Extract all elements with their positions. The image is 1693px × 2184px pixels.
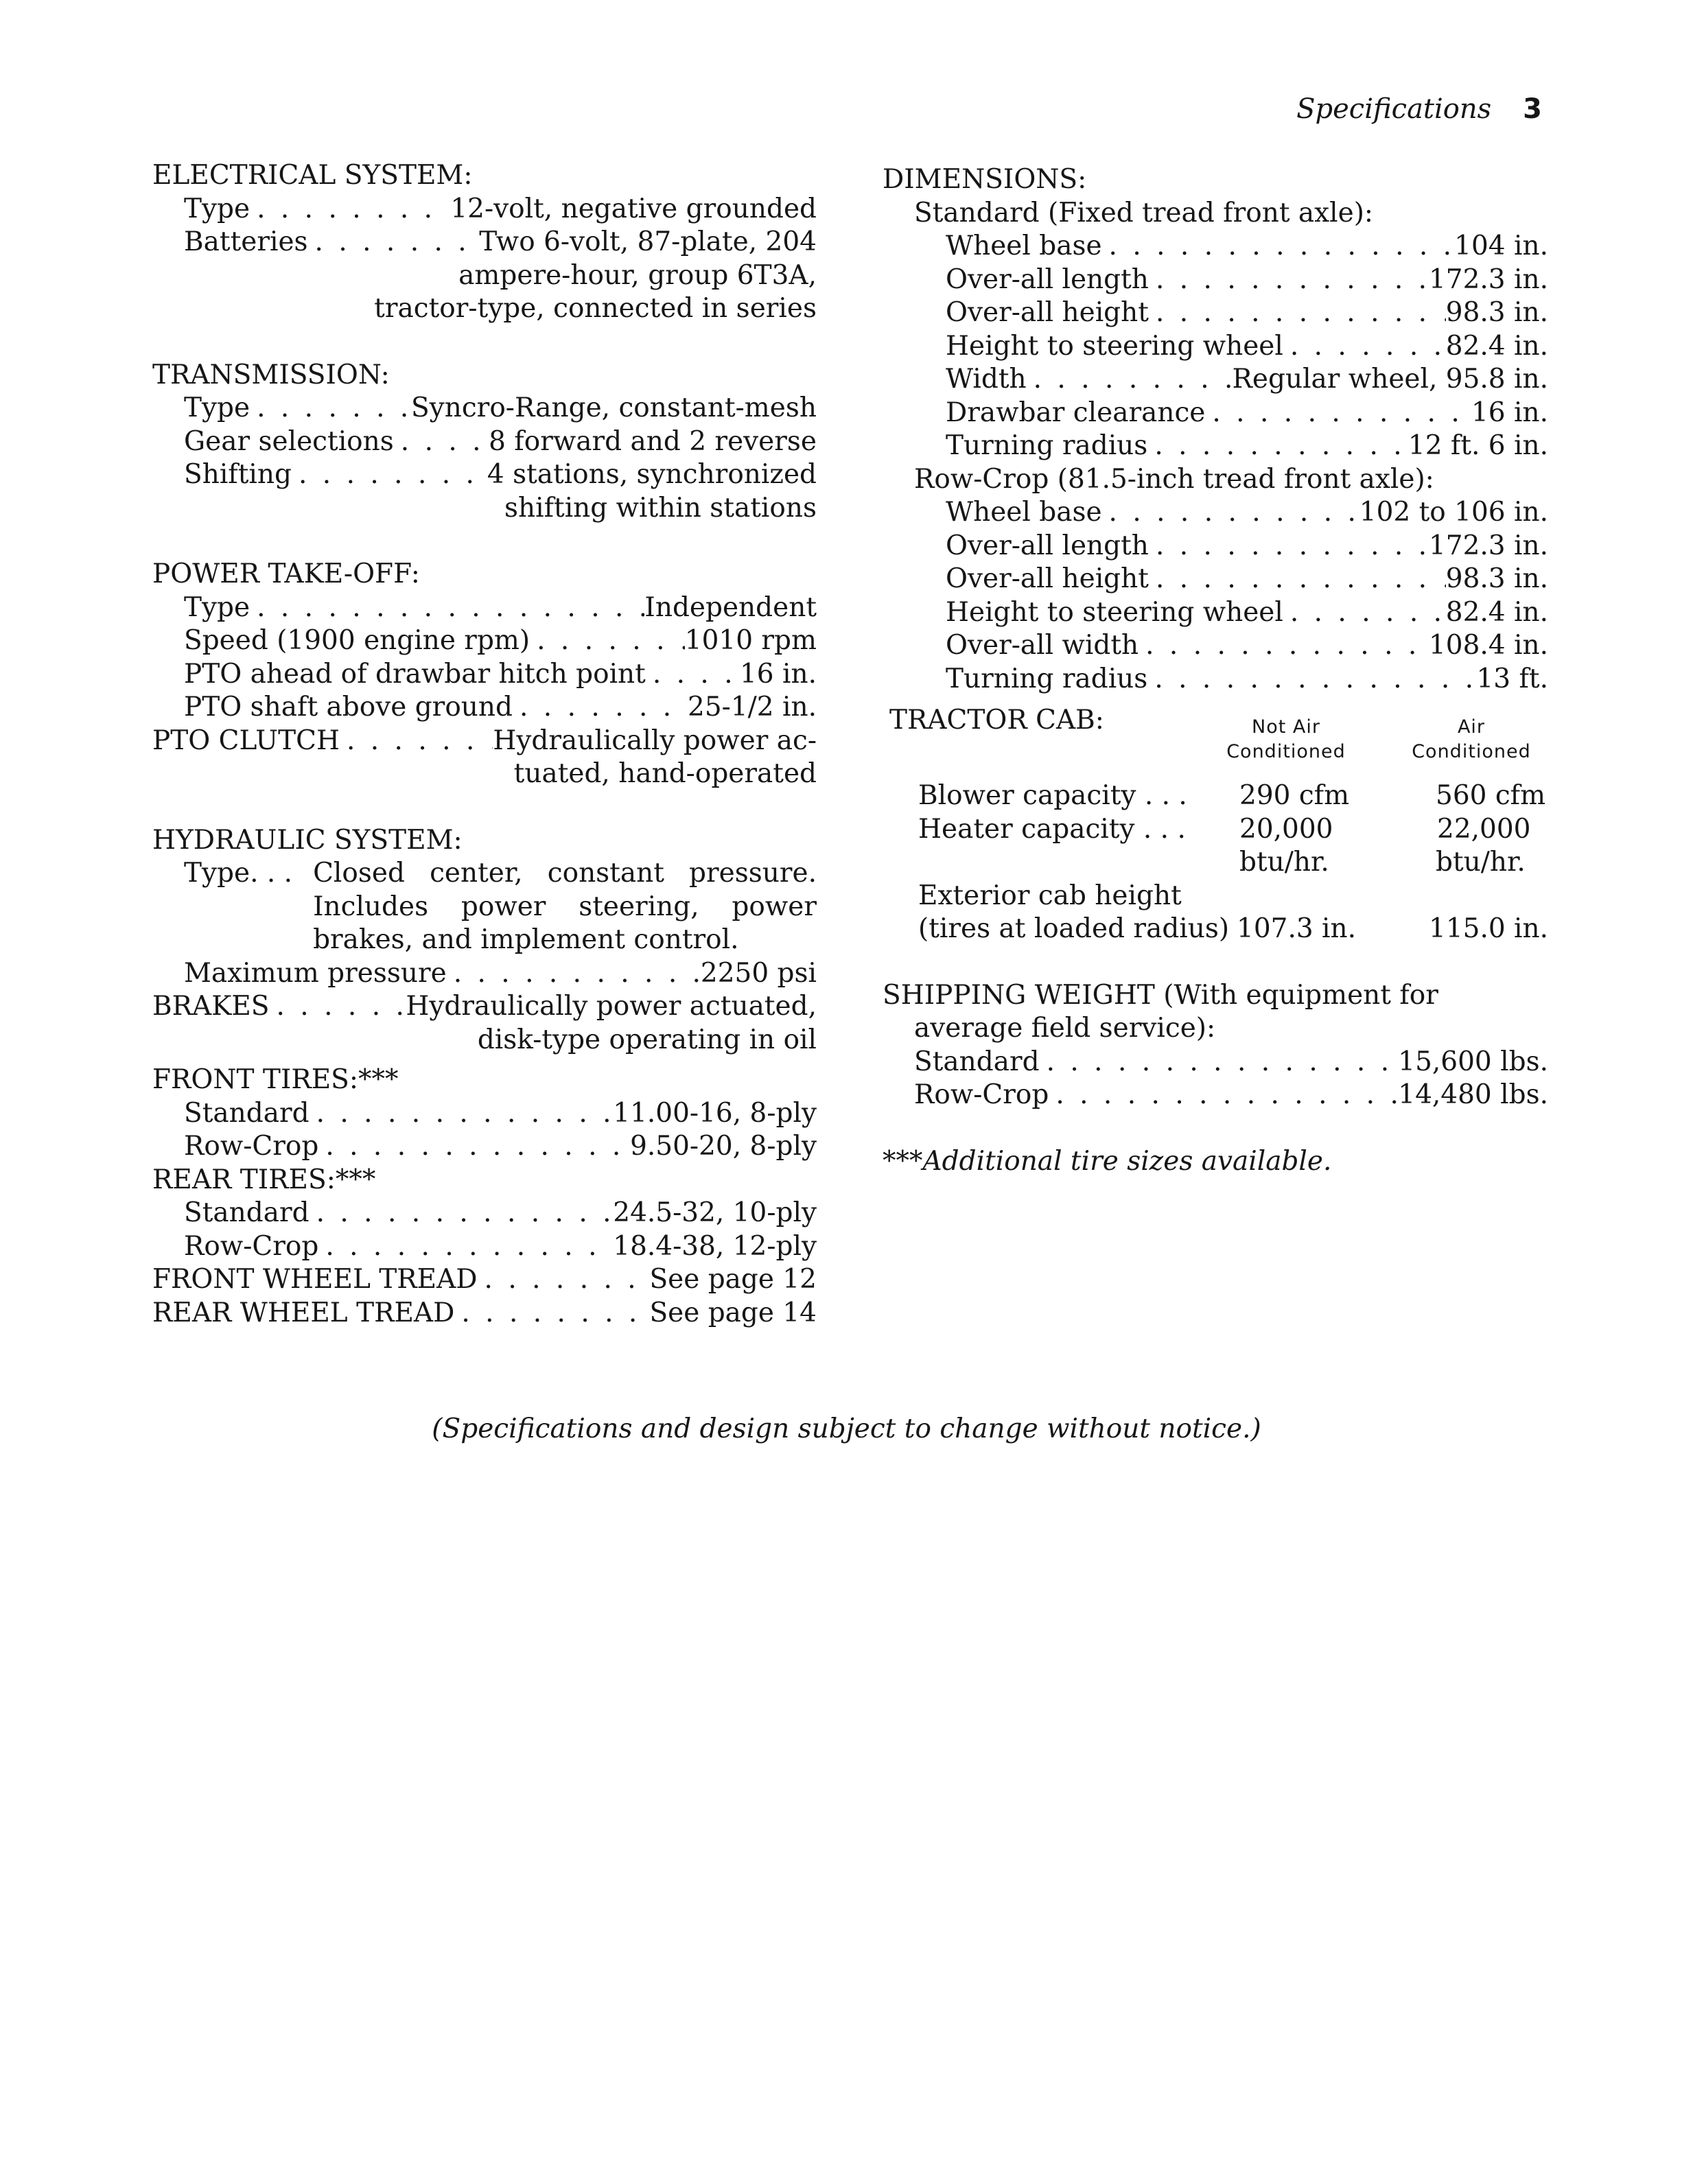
section-heading: POWER TAKE-OFF: bbox=[152, 559, 420, 589]
dimension-row: Over-all length . . . 172.3 in. bbox=[883, 530, 1548, 563]
dimension-row: Turning radius . . . 13 ft. bbox=[883, 663, 1548, 696]
spec-row: Row-Crop . . . 18.4-38, 12-ply bbox=[152, 1230, 817, 1264]
section-heading: FRONT TIRES:*** bbox=[152, 1064, 399, 1095]
spec-row: Standard . . . 11.00-16, 8-ply bbox=[152, 1097, 817, 1131]
cab-row: btu/hr. btu/hr. bbox=[1239, 847, 1526, 878]
disclaimer-note: (Specifications and design subject to change without notice.) bbox=[432, 1413, 1261, 1444]
page-number: 3 bbox=[1523, 93, 1542, 125]
tires-section bbox=[152, 1064, 817, 1330]
dimension-row: Over-all width . . . 108.4 in. bbox=[883, 629, 1548, 663]
hydraulic-section bbox=[152, 824, 817, 1057]
dimension-row: Turning radius . . . 12 ft. 6 in. bbox=[883, 430, 1548, 463]
dimension-row: Wheel base . . . 102 to 106 in. bbox=[883, 496, 1548, 530]
spec-row: Batteries . . . Two 6-volt, 87-plate, 204 bbox=[152, 226, 817, 259]
tire-footnote: ***Additional tire sizes available. bbox=[883, 1145, 1332, 1177]
running-head-title: Specifications bbox=[1296, 93, 1492, 125]
spec-row: BRAKES . . . Hydraulically power actuated, bbox=[152, 990, 817, 1024]
spec-row: FRONT WHEEL TREAD . . . See page 12 bbox=[152, 1263, 817, 1297]
subsection-heading: Row-Crop (81.5-inch tread front axle): bbox=[914, 463, 1434, 495]
dimensions-section bbox=[883, 163, 1548, 696]
column-heading: Not Air Conditioned bbox=[1226, 716, 1346, 762]
tractor-cab-section bbox=[883, 704, 1548, 946]
cab-row: Blower capacity . . . 290 cfm 560 cfm bbox=[918, 780, 1546, 811]
dimension-row: Drawbar clearance . . . 16 in. bbox=[883, 397, 1548, 430]
column-heading: Air Conditioned bbox=[1412, 716, 1531, 762]
spec-row: REAR WHEEL TREAD . . . See page 14 bbox=[152, 1297, 817, 1330]
spec-row: Standard . . . 24.5-32, 10-ply bbox=[152, 1197, 817, 1230]
spec-row: Type. . . Closed center, constant pressure. Includes power steering, power brakes, and implement control. bbox=[152, 857, 817, 957]
spec-continuation: tuated, hand-operated bbox=[513, 758, 817, 789]
spec-row: PTO CLUTCH . . . Hydraulically power ac- bbox=[152, 725, 817, 758]
section-heading: ELECTRICAL SYSTEM: bbox=[152, 160, 473, 191]
dimension-row: Height to steering wheel . . . 82.4 in. bbox=[883, 596, 1548, 630]
dimension-row: Width . . . Regular wheel, 95.8 in. bbox=[883, 363, 1548, 397]
dimension-row: Over-all height . . . 98.3 in. bbox=[883, 563, 1548, 596]
right-column bbox=[883, 159, 1548, 1178]
spec-row: Gear selections . . . 8 forward and 2 reverse bbox=[152, 425, 817, 459]
dimension-row: Height to steering wheel . . . 82.4 in. bbox=[883, 330, 1548, 364]
spec-row: Maximum pressure . . . 2250 psi bbox=[152, 957, 817, 991]
section-heading: REAR TIRES:*** bbox=[152, 1164, 376, 1195]
pto-section bbox=[152, 558, 817, 791]
spec-row: PTO shaft above ground . . . 25-1/2 in. bbox=[152, 691, 817, 725]
left-column bbox=[152, 159, 817, 1330]
spec-row: Type . . . 12-volt, negative grounded bbox=[152, 193, 817, 226]
spec-continuation: disk-type operating in oil bbox=[477, 1024, 817, 1055]
spec-continuation: shifting within stations bbox=[504, 492, 817, 524]
section-heading: SHIPPING WEIGHT (With equipment for bbox=[883, 979, 1438, 1011]
spec-row: Type . . . Independent bbox=[152, 591, 817, 625]
spec-row: Shifting . . . 4 stations, synchronized bbox=[152, 458, 817, 492]
subsection-heading: Standard (Fixed tread front axle): bbox=[914, 197, 1374, 228]
spec-row: Row-Crop . . . 14,480 lbs. bbox=[883, 1079, 1548, 1112]
section-heading-continuation: average field service): bbox=[914, 1013, 1216, 1044]
cab-row: Heater capacity . . . 20,000 22,000 bbox=[918, 813, 1531, 845]
spec-row: PTO ahead of drawbar hitch point . . . 16 in. bbox=[152, 658, 817, 692]
section-heading: DIMENSIONS: bbox=[883, 164, 1087, 195]
transmission-section bbox=[152, 359, 817, 526]
section-heading: TRANSMISSION: bbox=[152, 359, 390, 390]
section-heading: TRACTOR CAB: bbox=[889, 705, 1104, 736]
spec-continuation: tractor-type, connected in series bbox=[374, 293, 817, 324]
spec-row: Speed (1900 engine rpm) . . . 1010 rpm bbox=[152, 624, 817, 658]
dimension-row: Over-all height . . . 98.3 in. bbox=[883, 296, 1548, 330]
running-head bbox=[1296, 93, 1542, 125]
dimension-row: Wheel base . . . 104 in. bbox=[883, 230, 1548, 263]
spec-row: Standard . . . 15,600 lbs. bbox=[883, 1046, 1548, 1079]
section-heading: HYDRAULIC SYSTEM: bbox=[152, 824, 463, 856]
hydraulic-description: Closed center, constant pressure. Includes power steering, power brakes, and implement control. bbox=[313, 858, 817, 955]
spec-row: Row-Crop . . . 9.50-20, 8-ply bbox=[152, 1130, 817, 1164]
spec-continuation: ampere-hour, group 6T3A, bbox=[458, 259, 817, 291]
electrical-section bbox=[152, 159, 817, 326]
cab-row: Exterior cab height bbox=[918, 880, 1182, 911]
shipping-weight-section bbox=[883, 979, 1548, 1112]
spec-row: Type . . . Syncro-Range, constant-mesh bbox=[152, 392, 817, 425]
dimension-row: Over-all length . . . 172.3 in. bbox=[883, 263, 1548, 297]
cab-row: (tires at loaded radius) 107.3 in. 115.0 in. bbox=[918, 913, 1549, 944]
